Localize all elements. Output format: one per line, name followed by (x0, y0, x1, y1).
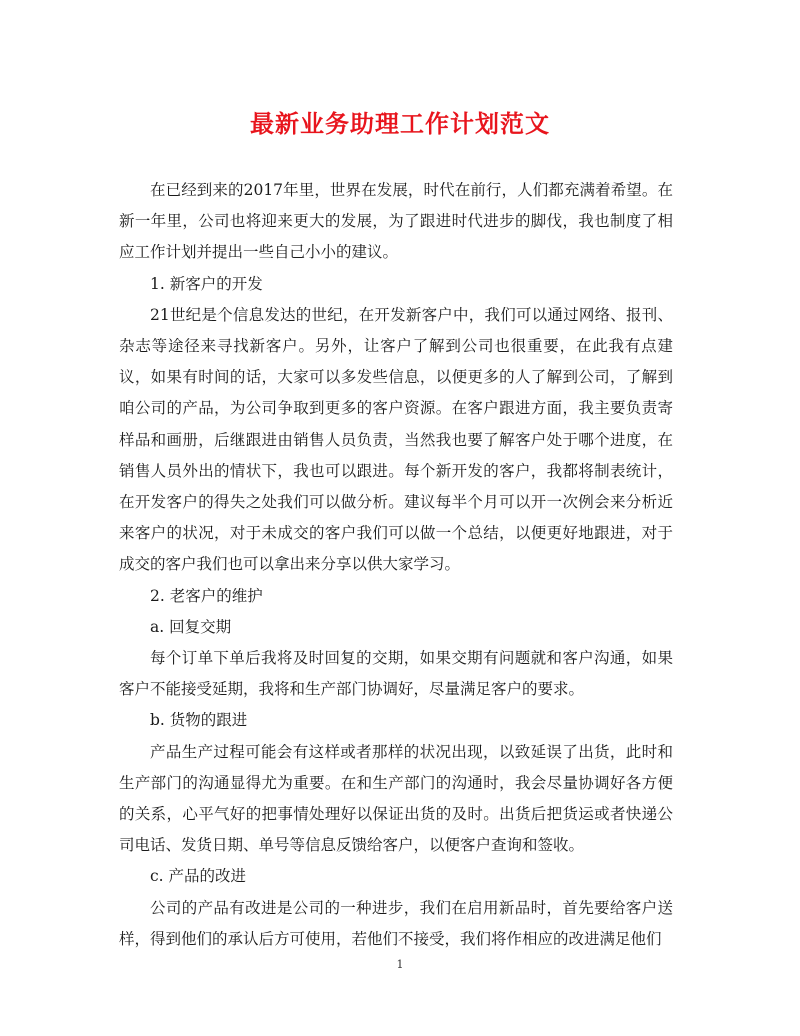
intro-paragraph: 在已经到来的2017年里，世界在发展，时代在前行，人们都充满着希望。在新一年里，公司也将迎来更大的发展，为了跟进时代进步的脚伐，我也制度了相应工作计划并提出一些自己小小的建议。 (119, 181, 673, 262)
page-number: 1 (396, 958, 404, 971)
subheading-delivery-reply: a. 回复交期 (150, 617, 232, 636)
document-body (119, 175, 673, 955)
new-customers-paragraph: 21世纪是个信息发达的世纪，在开发新客户中，我们可以通过网络、报刊、杂志等途径来寻找新客户。另外，让客户了解到公司也很重要，在此我有点建议，如果有时间的话，大家可以多发些信息，以便更多的人了解到公司，了解到咱公司的产品，为公司争取到更多的客户资源。在客户跟进方面，我主要负责寄样品和画册，后继跟进由销售人员负责，当然我也要了解客户处于哪个进度，在销售人员外出的情状下，我也可以跟进。每个新开发的客户，我都将制表统计，在开发客户的得失之处我们可以做分析。建议每半个月可以开一次例会来分析近来客户的状况，对于未成交的客户我们可以做一个总结，以便更好地跟进，对于成交的客户我们也可以拿出来分享以供大家学习。 (119, 305, 673, 574)
subheading-goods-followup: b. 货物的跟进 (150, 711, 248, 730)
section-heading-old-customers: 2. 老客户的维护 (150, 586, 263, 605)
document-title: 最新业务助理工作计划范文 (250, 109, 550, 138)
subheading-product-improvement: c. 产品的改进 (150, 867, 247, 886)
goods-followup-paragraph: 产品生产过程可能会有这样或者那样的状况出现，以致延误了出货，此时和生产部门的沟通显得尤为重要。在和生产部门的沟通时，我会尽量协调好各方便的关系，心平气好的把事情处理好以保证出货的及时。出货后把货运或者快递公司电话、发货日期、单号等信息反馈给客户，以便客户查询和签收。 (119, 742, 673, 855)
section-heading-new-customers: 1. 新客户的开发 (150, 274, 263, 293)
delivery-reply-paragraph: 每个订单下单后我将及时回复的交期，如果交期有问题就和客户沟通，如果客户不能接受延期，我将和生产部门协调好，尽量满足客户的要求。 (119, 649, 673, 699)
product-improvement-paragraph: 公司的产品有改进是公司的一种进步，我们在启用新品时，首先要给客户送样，得到他们的承认后方可使用，若他们不接受，我们将作相应的改进满足他们 (119, 898, 673, 948)
